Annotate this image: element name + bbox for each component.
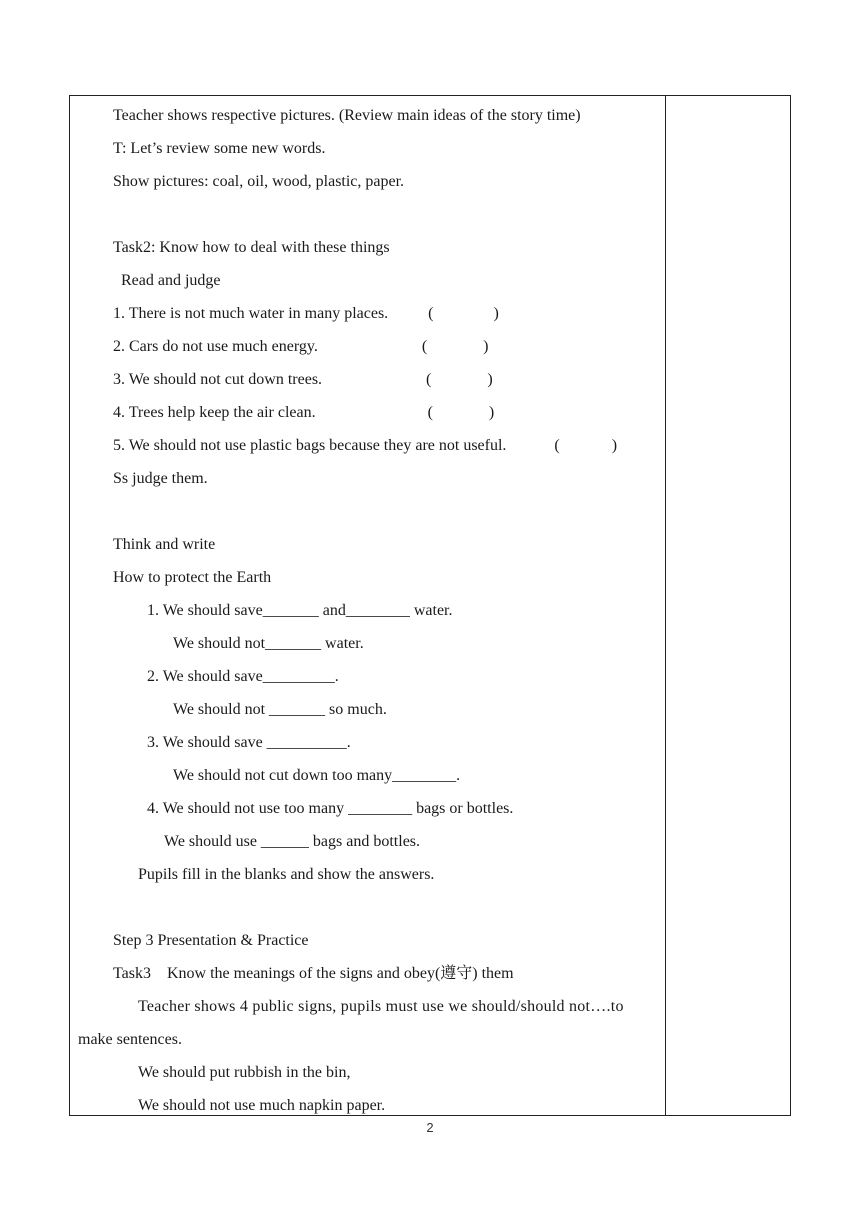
step-heading: Step 3 Presentation & Practice bbox=[113, 932, 309, 949]
fill-blank-item: 2. We should save_________. bbox=[147, 668, 339, 685]
fill-blank-item: We should not _______ so much. bbox=[173, 701, 387, 718]
text-line: make sentences. bbox=[78, 1031, 182, 1048]
text-line: T: Let’s review some new words. bbox=[113, 140, 326, 157]
text-line: We should put rubbish in the bin, bbox=[138, 1064, 351, 1081]
text-line: Think and write bbox=[113, 536, 216, 553]
page-number: 2 bbox=[426, 1120, 434, 1135]
judge-item: 4. Trees help keep the air clean. ( ) bbox=[113, 404, 495, 421]
judge-item: 2. Cars do not use much energy. ( ) bbox=[113, 338, 489, 355]
fill-blank-item: 4. We should not use too many ________ bags or bottles. bbox=[147, 800, 514, 817]
judge-item: 5. We should not use plastic bags because they are not useful. ( ) bbox=[113, 437, 618, 454]
judge-item: 1. There is not much water in many places. ( ) bbox=[113, 305, 499, 322]
text-line: Pupils fill in the blanks and show the answers. bbox=[138, 866, 435, 883]
fill-blank-item: 1. We should save_______ and________ water. bbox=[147, 602, 453, 619]
text-line: How to protect the Earth bbox=[113, 569, 272, 586]
text-line: We should not use much napkin paper. bbox=[138, 1097, 386, 1114]
text-line: Teacher shows 4 public signs, pupils must use we should/should not….to bbox=[138, 998, 624, 1015]
fill-blank-item: We should not cut down too many________. bbox=[173, 767, 461, 784]
fill-blank-item: 3. We should save __________. bbox=[147, 734, 351, 751]
judge-item: 3. We should not cut down trees. ( ) bbox=[113, 371, 493, 388]
text-line: Ss judge them. bbox=[113, 470, 208, 487]
text-line: Show pictures: coal, oil, wood, plastic, paper. bbox=[113, 173, 405, 190]
table-column-divider bbox=[665, 95, 666, 1116]
fill-blank-item: We should use ______ bags and bottles. bbox=[164, 833, 421, 850]
text-line: Teacher shows respective pictures. (Review main ideas of the story time) bbox=[113, 107, 581, 124]
fill-blank-item: We should not_______ water. bbox=[173, 635, 364, 652]
text-line: Read and judge bbox=[121, 272, 221, 289]
task-heading: Task2: Know how to deal with these things bbox=[113, 239, 390, 256]
task-heading: Task3 Know the meanings of the signs and obey(遵守) them bbox=[113, 965, 514, 982]
